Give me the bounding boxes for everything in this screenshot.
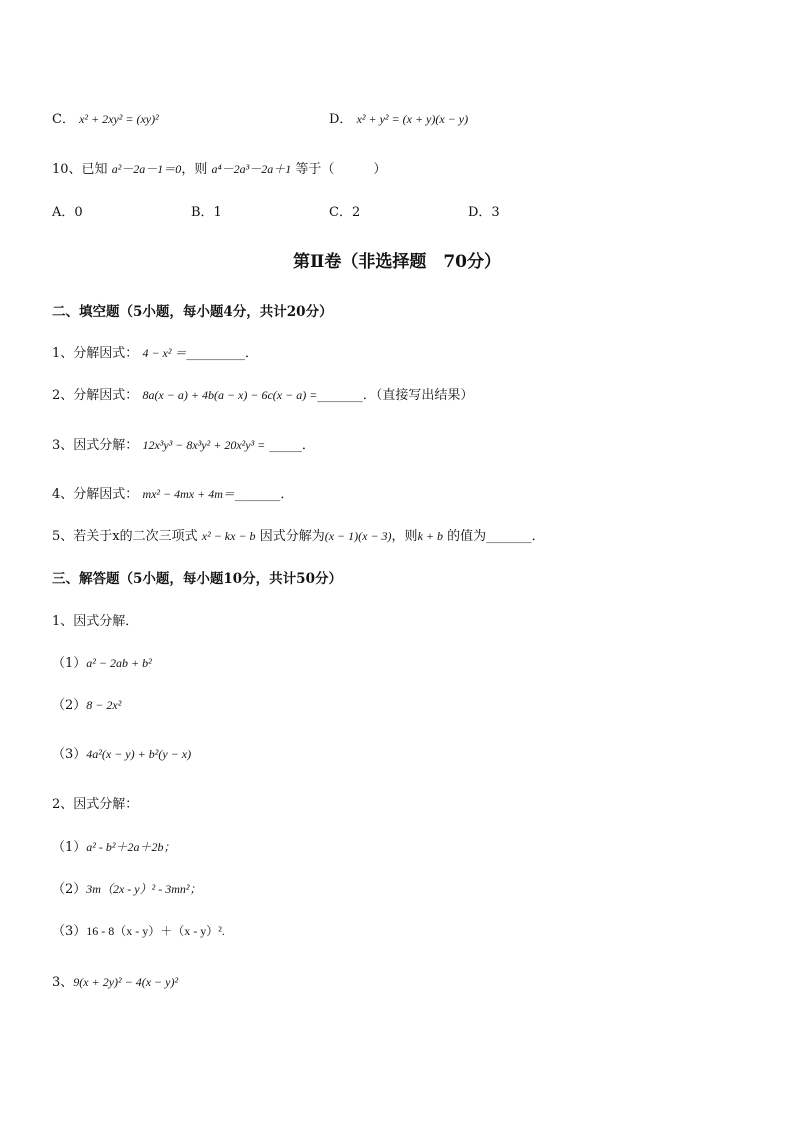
option-d-expression: x² + y² = (x + y)(x − y) [356,112,469,126]
part-math: a² − 2ab + b² [86,656,152,670]
answer-q1-part-2 [52,694,121,713]
item-math: 8a(x − a) + 4b(a − x) − 6c(x − a) = [142,388,318,402]
option-d-label: D． [329,112,353,127]
answer-q2-part-2 [52,878,201,897]
item-math: mx² − 4mx + 4m＝ [142,487,235,501]
item-tail: （直接写出结果） [375,388,474,403]
item-text: 的值为 [447,529,487,544]
fill-item-2 [52,384,473,403]
q10-option-a: A．0 [52,205,83,220]
fill-item-3 [52,434,315,453]
item-text: ，则 [391,529,418,544]
part-label: （1） [52,656,87,671]
answer-blank: _____． [269,438,315,453]
answer-section-heading: 三、解答题（5小题，每小题10分，共计50分） [52,571,342,587]
answer-blank: _________． [186,346,258,361]
option-c-label: C． [52,112,75,127]
item-math: 12x³y³ − 8x³y² + 20x²y³ = [142,438,266,452]
answer-q1-part-3 [52,743,191,762]
q10-option-b: B．1 [191,205,222,220]
option-c [52,108,159,127]
fill-section-heading: 二、填空题（5小题，每小题4分，共计20分） [52,304,333,320]
question-10 [52,158,386,177]
part-label: （3） [52,747,87,762]
q10-option-c: C．2 [329,205,361,220]
item-number: 3、 [52,438,74,453]
q10-option-d: D．3 [468,205,500,220]
item-text: 分解因式： [73,487,139,502]
answer-q1-part-1 [52,652,152,671]
question-condition: a²－2a－1＝0 [111,162,182,176]
part-math: 4a²(x − y) + b²(y − x) [86,747,192,761]
answer-q1-stem: 1、因式分解． [52,614,139,629]
item-math: 9(x + 2y)² − 4(x − y)² [73,975,179,989]
item-math: 4 − x² ＝ [142,346,187,360]
item-math: x² − kx − b [201,529,256,543]
part-label: （1） [52,840,87,855]
question-stem: 已知 [81,162,108,177]
question-target: a⁴－2a³－2a＋1 [211,162,292,176]
answer-blank: _______． [317,388,376,403]
answer-blank: _______． [234,487,294,502]
part-label: （2） [52,882,87,897]
item-text: 因式分解： [73,438,139,453]
question-stem: ，则 [181,162,208,177]
item-number: 2、 [52,388,74,403]
item-number: 5、 [52,529,74,544]
answer-blank: _______． [486,529,545,544]
item-text: 分解因式： [73,346,139,361]
option-d [329,108,468,127]
part-math: a² - b²＋2a＋2b； [86,840,176,854]
part-label: （2） [52,698,87,713]
fill-item-5 [52,525,545,544]
question-number: 10、 [52,162,82,177]
item-text: 分解因式： [73,388,139,403]
part-math: 8 − 2x² [86,698,122,712]
answer-q2-stem: 2、因式分解： [52,797,139,812]
fill-item-4 [52,483,293,502]
option-c-expression: x² + 2xy² = (xy)² [79,112,159,126]
item-text: 因式分解为 [259,529,325,544]
answer-q2-part-1 [52,836,175,855]
question-stem: 等于（ ） [295,162,387,177]
section-title: 第Ⅱ卷（非选择题 70分） [293,252,501,272]
answer-q3 [52,971,178,990]
item-math: k + b [417,529,443,543]
item-number: 1、 [52,346,74,361]
item-text: 若关于x的二次三项式 [73,529,198,544]
item-math: (x − 1)(x − 3) [324,529,392,543]
part-math: 16 - 8（x - y）＋（x - y）². [86,924,225,938]
fill-item-1 [52,342,258,361]
answer-q2-part-3 [52,920,225,939]
part-label: （3） [52,924,87,939]
part-math: 3m（2x - y）² - 3mn²； [86,882,202,896]
item-number: 4、 [52,487,74,502]
item-number: 3、 [52,975,74,990]
